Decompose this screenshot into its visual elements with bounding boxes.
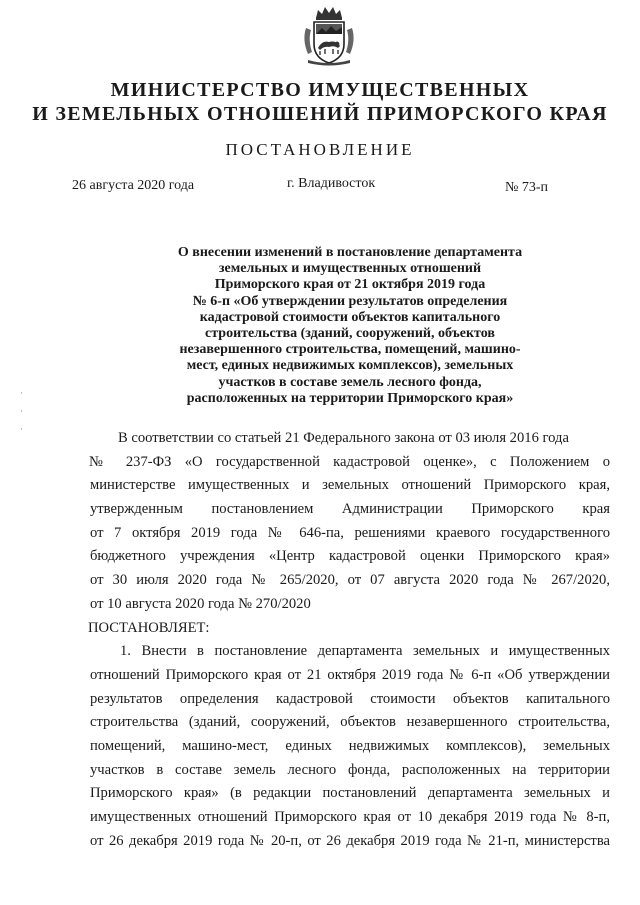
- document-city: г. Владивосток: [287, 176, 376, 191]
- body-line: № 237-ФЗ «О государственной кадастровой оценке», с Положением о: [89, 453, 610, 470]
- title-line: Приморского края от 21 октября 2019 года: [214, 277, 486, 293]
- title-line: мест, единых недвижимых комплексов), земельных: [186, 358, 514, 374]
- title-line: строительства (зданий, сооружений, объектов: [205, 326, 495, 342]
- body-line: участков в составе земель лесного фонда, расположенных на территории: [90, 761, 610, 778]
- title-line: кадастровой стоимости объектов капитального: [199, 309, 501, 325]
- title-line: № 6-п «Об утверждении результатов определения: [192, 293, 508, 309]
- body-line: 1. Внести в постановление департамента земельных и имущественных: [120, 643, 610, 660]
- title-line: участков в составе земель лесного фонда,: [218, 374, 482, 390]
- scan-mark: ·: [20, 406, 23, 416]
- body-line: строительства (зданий, сооружений, объектов незавершенного строительства,: [90, 714, 610, 731]
- document-date: 26 августа 2020 года: [72, 178, 195, 193]
- title-line: незавершенного строительства, помещений, машино-: [179, 342, 521, 358]
- document-number: № 73-п: [505, 180, 549, 195]
- decree-keyword: ПОСТАНОВЛЯЕТ:: [88, 619, 210, 636]
- coat-of-arms-icon: [298, 4, 360, 66]
- body-line: результатов определения кадастровой стоимости объектов капитального: [90, 690, 610, 707]
- scan-mark: ·: [20, 388, 23, 398]
- ministry-name-line2: И ЗЕМЕЛЬНЫХ ОТНОШЕНИЙ ПРИМОРСКОГО КРАЯ: [32, 103, 608, 125]
- margin-scan-marks: [20, 384, 23, 438]
- body-line: министерстве имущественных и земельных отношений Приморского края,: [90, 477, 610, 494]
- document-body: [90, 427, 610, 853]
- body-line: отношений Приморского края от 21 октября 2019 года № 6-п «Об утверждении: [90, 666, 610, 683]
- body-line: помещений, машино-мест, единых недвижимых комплексов), земельных: [90, 737, 610, 754]
- body-line: имущественных отношений Приморского края от 10 декабря 2019 года № 8-п,: [90, 809, 610, 825]
- body-line: от 10 августа 2020 года № 270/2020: [90, 595, 311, 612]
- body-line: от 26 декабря 2019 года № 20-п, от 26 декабря 2019 года № 21-п, министерства: [90, 832, 610, 849]
- title-line: О внесении изменений в постановление департамента: [177, 245, 523, 260]
- body-line: Приморского края» (в редакции постановлений департамента земельных и: [90, 785, 610, 802]
- scan-mark: ·: [20, 424, 23, 434]
- title-line: земельных и имущественных отношений: [218, 261, 482, 277]
- body-line: бюджетного учреждения «Центр кадастровой оценки Приморского края»: [90, 548, 610, 565]
- body-line: от 7 октября 2019 года № 646-па, решениями краевого государственного: [90, 524, 610, 541]
- title-line: расположенных на территории Приморского края»: [186, 390, 514, 406]
- body-line: В соответствии со статьей 21 Федерального закона от 03 июля 2016 года: [118, 430, 569, 446]
- document-title: [150, 245, 550, 407]
- ministry-name-line1: МИНИСТЕРСТВО ИМУЩЕСТВЕННЫХ: [110, 79, 530, 101]
- document-type: ПОСТАНОВЛЕНИЕ: [225, 140, 415, 159]
- ministry-name: [0, 78, 640, 126]
- body-line: от 30 июля 2020 года № 265/2020, от 07 августа 2020 года № 267/2020,: [90, 572, 610, 589]
- body-line: утвержденным постановлением Администрации Приморского края: [90, 501, 610, 518]
